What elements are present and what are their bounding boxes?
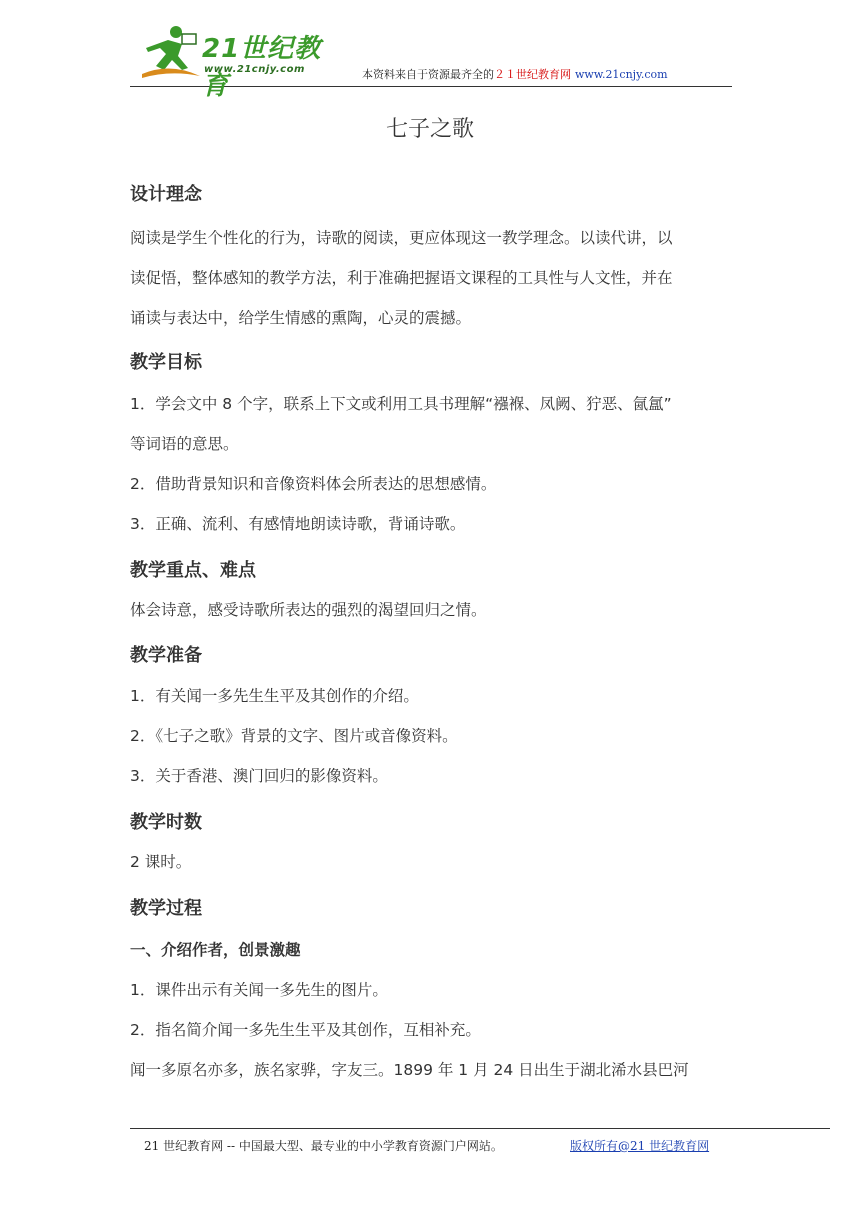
page-header xyxy=(130,18,732,101)
focus-paragraph xyxy=(130,590,732,630)
design-paragraph xyxy=(130,218,732,338)
page-footer xyxy=(130,1128,830,1153)
section-process xyxy=(130,894,732,920)
list-item: 1．有关闻一多先生生平及其创作的介绍。 xyxy=(130,687,419,705)
process-list xyxy=(130,970,732,1090)
list-item: 1．学会文中 8 个字，联系上下文或利用工具书理解“襁褓、凤阙、狞恶、氤氲” xyxy=(130,395,672,413)
text-line: 体会诗意，感受诗歌所表达的强烈的渴望回归之情。 xyxy=(130,601,487,619)
list-item: 2．指名简介闻一多先生生平及其创作，互相补充。 xyxy=(130,1021,481,1039)
hours-paragraph xyxy=(130,842,732,882)
section-heading: 教学目标 xyxy=(130,352,202,373)
runner-logo-icon xyxy=(138,24,202,82)
list-item: 3．关于香港、澳门回归的影像资料。 xyxy=(130,767,388,785)
section-heading: 教学时数 xyxy=(130,812,202,833)
section-heading: 教学准备 xyxy=(130,645,202,666)
header-note xyxy=(362,66,668,82)
text-line: 阅读是学生个性化的行为，诗歌的阅读，更应体现这一教学理念。以读代讲，以 xyxy=(130,229,673,247)
section-heading: 教学过程 xyxy=(130,898,202,919)
section-goals xyxy=(130,348,732,374)
header-note-site[interactable]: ２１世纪教育网 xyxy=(494,68,571,81)
text-line: 读促悟，整体感知的教学方法，利于准确把握语文课程的工具性与人文性，并在 xyxy=(130,269,673,287)
text-line: 闻一多原名亦多，族名家骅，字友三。1899 年 1 月 24 日出生于湖北浠水县巴河 xyxy=(130,1061,689,1079)
site-logo[interactable] xyxy=(138,24,338,101)
list-item: 1．课件出示有关闻一多先生的图片。 xyxy=(130,981,388,999)
section-prep xyxy=(130,641,732,667)
section-design xyxy=(130,180,732,206)
section-hours xyxy=(130,808,732,834)
process-subsection xyxy=(130,938,732,960)
subsection-heading: 一、介绍作者，创景激趣 xyxy=(130,941,301,959)
logo-text: 21世纪教育 xyxy=(202,34,322,101)
section-focus xyxy=(130,556,732,582)
section-heading: 教学重点、难点 xyxy=(130,560,256,581)
text-line: 诵读与表达中，给学生情感的熏陶，心灵的震撼。 xyxy=(130,309,472,327)
list-item: 2．借助背景知识和音像资料体会所表达的思想感情。 xyxy=(130,475,497,493)
list-item: 等词语的意思。 xyxy=(130,435,239,453)
header-note-prefix: 本资料来自于资源最齐全的 xyxy=(362,68,494,81)
header-note-url[interactable]: www.21cnjy.com xyxy=(575,68,668,81)
list-item: 2．《七子之歌》背景的文字、图片或音像资料。 xyxy=(130,727,458,745)
page-title: 七子之歌 xyxy=(385,117,474,142)
section-heading: 设计理念 xyxy=(130,184,202,205)
list-item: 3．正确、流利、有感情地朗读诗歌，背诵诗歌。 xyxy=(130,515,466,533)
footer-left-text: 21 世纪教育网 -- 中国最大型、最专业的中小学教育资源门户网站。 xyxy=(144,1139,503,1153)
footer-copyright-link[interactable]: 版权所有@21 世纪教育网 xyxy=(570,1139,710,1153)
logo-url: www.21cnjy.com xyxy=(204,64,305,75)
text-line: 2 课时。 xyxy=(130,853,192,871)
prep-list xyxy=(130,676,732,796)
goals-list xyxy=(130,384,732,544)
